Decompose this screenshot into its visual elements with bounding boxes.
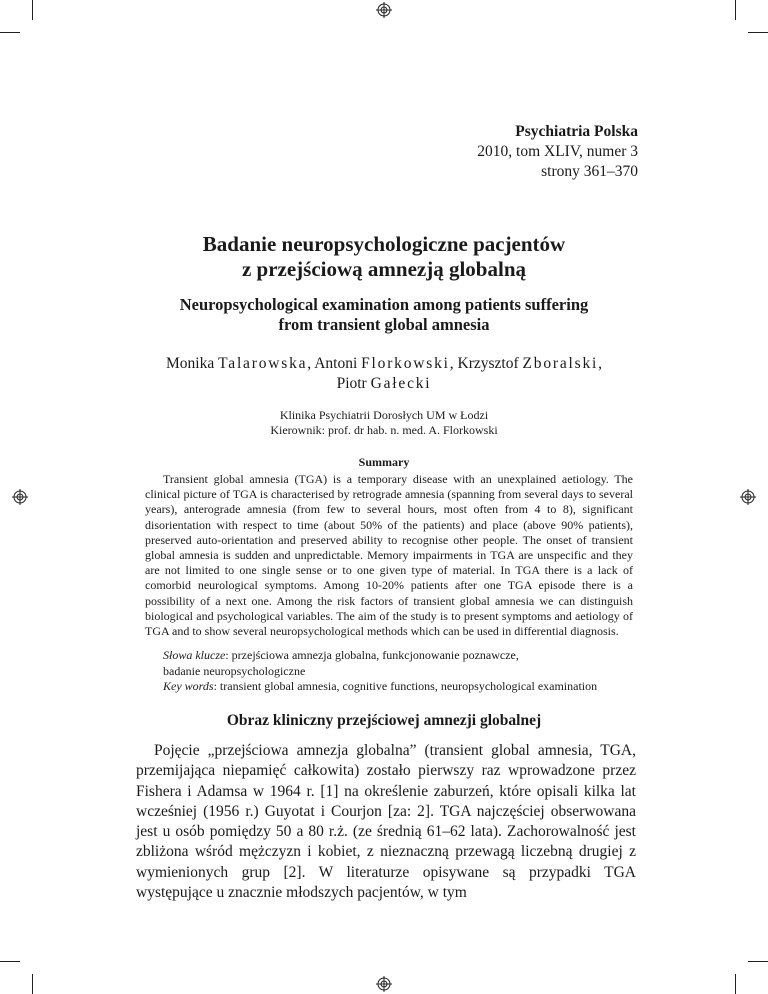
author-list: Monika Talarowska, Antoni Florkowski, Krzysztof Zboralski, Piotr Gałecki — [165, 355, 602, 392]
registration-mark-icon — [740, 489, 756, 505]
author-last-name: Talarowska — [218, 355, 308, 372]
crop-mark — [32, 974, 33, 994]
author-first-name: Monika — [165, 355, 215, 372]
crop-mark — [32, 0, 33, 20]
author-first-name: Antoni — [314, 355, 358, 372]
crop-mark — [0, 961, 20, 962]
title-en-line-2: from transient global amnesia — [278, 315, 490, 334]
section-heading: Obraz kliniczny przejściowej amnezji globalnej — [226, 712, 542, 729]
registration-mark-icon — [376, 976, 392, 992]
affiliation-clinic: Klinika Psychiatrii Dorosłych UM w Łodzi — [279, 408, 489, 422]
title-pl-line-1: Badanie neuropsychologiczne pacjentów — [202, 232, 566, 256]
keywords-en-text: transient global amnesia, cognitive functions, neuropsychological examination — [219, 679, 598, 693]
registration-mark-icon — [376, 2, 392, 18]
author-last-name: Gałecki — [370, 375, 432, 392]
summary-paragraph: Transient global amnesia (TGA) is a temporary disease with an unexplained aetiology. The clinical picture of TGA is characterised by retrograde amnesia (spanning from several days to several years), anterograde amnesia (from few to several hours, most often from 4 to 8), significant disorientation with respect to time (about 50% of the patients) and place (above 90% patients), preserved auto-orientation and preserved ability to recognise other people. The onset of transient global amnesia is sudden and unpredictable. Memory impairments in TGA are unspecific and they are not limited to one single sense or to one given type of material. In TGA there is a lack of comorbid neurological symptoms. Among 10-20% patients after one TGA episode there is a possibility of a next one. Among the risk factors of transient global amnesia we can distinguish biological and psychological variables. The aim of the study is to present symptoms and aetiology of TGA and to show several neuropsychological methods which can be used in differential diagnosis. — [145, 472, 633, 639]
summary-text — [145, 472, 633, 639]
author-last-name: Zboralski — [522, 355, 599, 372]
keywords-en-label: Key words — [163, 679, 214, 693]
journal-info — [477, 122, 638, 182]
title-pl-line-2: z przejściową amnezją globalną — [241, 257, 527, 281]
keywords-pl-label: Słowa kluczе — [163, 648, 226, 662]
body-paragraph: Pojęcie „przejściowa amnezja globalna” (transient global amnesia, TGA, przemijająca niepamięć całkowita) zostało pierwszy raz wprowadzone przez Fishera i Adamsa w 1964 r. [1] na określenie zaburzeń, które opisali kilka lat wcześniej (1956 r.) Guyotat i Courjon [za: 2]. TGA najczęściej obserwowana jest u osób pomiędzy 50 a 80 r.ż. (ze średnią 61–62 lata). Zachorowalność jest zbliżona wśród mężczyzn i kobiet, z nieznaczną przewagą liczebną drugiej z wymienionych grup [2]. W literaturze opisywane są przypadki TGA występujące u znacznie młodszych pacjentów, w tym — [136, 742, 636, 902]
journal-name: Psychiatria Polska — [515, 123, 638, 140]
journal-pages: strony 361–370 — [541, 163, 638, 180]
article-title-en — [100, 295, 668, 335]
registration-mark-icon — [12, 489, 28, 505]
keywords-pl-text: przejściowa amnezja globalna, funkcjonowanie poznawcze, — [231, 648, 519, 662]
journal-volume: 2010, tom XLIV, numer 3 — [477, 143, 638, 160]
affiliation-head: Kierownik: prof. dr hab. n. med. A. Florkowski — [270, 423, 498, 437]
crop-mark — [735, 974, 736, 994]
crop-mark — [735, 0, 736, 20]
crop-mark — [0, 32, 20, 33]
author-first-name: Krzysztof — [457, 355, 519, 372]
article-title-pl — [100, 232, 668, 282]
crop-mark — [748, 961, 768, 962]
keywords-pl-text-cont: badanie neuropsychologiczne — [163, 663, 306, 678]
affiliation — [100, 408, 668, 438]
summary-heading: Summary — [358, 455, 410, 469]
keywords: Słowa kluczе: przejściowa amnezja globalna, funkcjonowanie poznawcze, badanie neuropsychologiczne Key words: transient global amnesia, cognitive functions, neuropsychological examination — [163, 648, 663, 695]
title-en-line-1: Neuropsychological examination among patients suffering — [179, 295, 589, 314]
author-first-name: Piotr — [336, 375, 367, 392]
crop-mark — [748, 32, 768, 33]
body-text — [136, 741, 636, 903]
author-last-name: Florkowski — [361, 355, 450, 372]
